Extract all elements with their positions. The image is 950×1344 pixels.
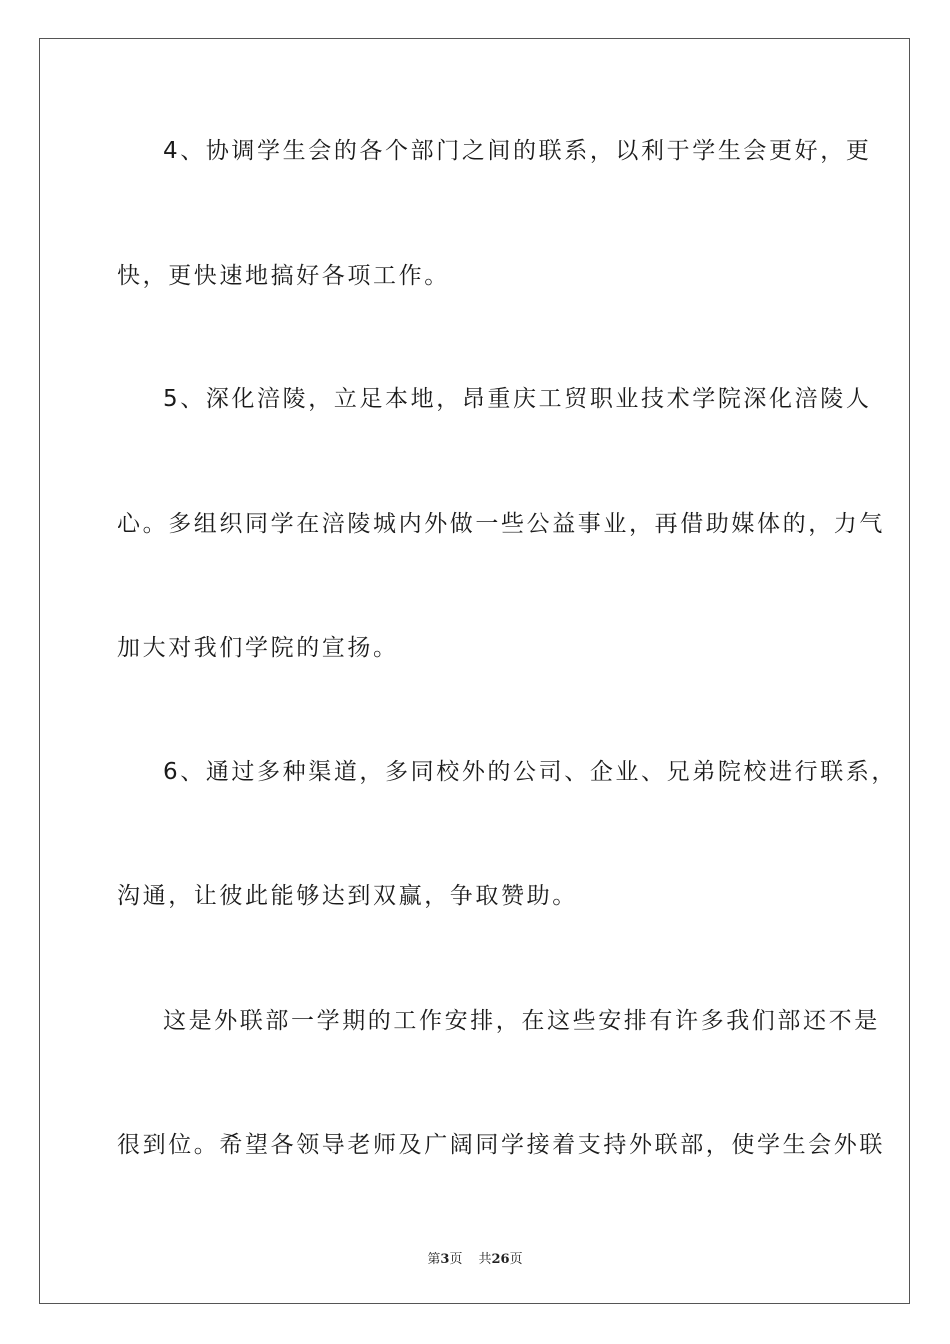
paragraph-summary-line-1: 这是外联部一学期的工作安排，在这些安排有许多我们部还不是 [163, 1008, 880, 1034]
paragraph-5-line-2: 心。多组织同学在涪陵城内外做一些公益事业，再借助媒体的，力气 [117, 511, 885, 537]
footer-page-unit: 页 [449, 1252, 463, 1267]
paragraph-6-line-1: 6、通过多种渠道，多同校外的公司、企业、兄弟院校进行联系， [163, 759, 898, 785]
paragraph-5-line-3: 加大对我们学院的宣扬。 [117, 635, 399, 661]
page-footer [0, 1248, 950, 1267]
footer-current-page: 3 [440, 1252, 450, 1267]
footer-total-prefix: 共 [478, 1252, 492, 1267]
paragraph-summary-line-2: 很到位。希望各领导老师及广阔同学接着支持外联部，使学生会外联 [117, 1132, 885, 1158]
footer-total-pages: 26 [491, 1252, 510, 1267]
paragraph-5-line-1: 5、深化涪陵，立足本地，昂重庆工贸职业技术学院深化涪陵人 [163, 386, 872, 412]
paragraph-6-line-2: 沟通，让彼此能够达到双赢，争取赞助。 [117, 883, 578, 909]
page-frame [39, 38, 910, 1304]
paragraph-4-line-2: 快，更快速地搞好各项工作。 [117, 263, 450, 289]
footer-total-unit: 页 [509, 1252, 523, 1267]
paragraph-4-line-1: 4、协调学生会的各个部门之间的联系，以利于学生会更好，更 [163, 138, 872, 164]
footer-prefix: 第 [427, 1252, 441, 1267]
